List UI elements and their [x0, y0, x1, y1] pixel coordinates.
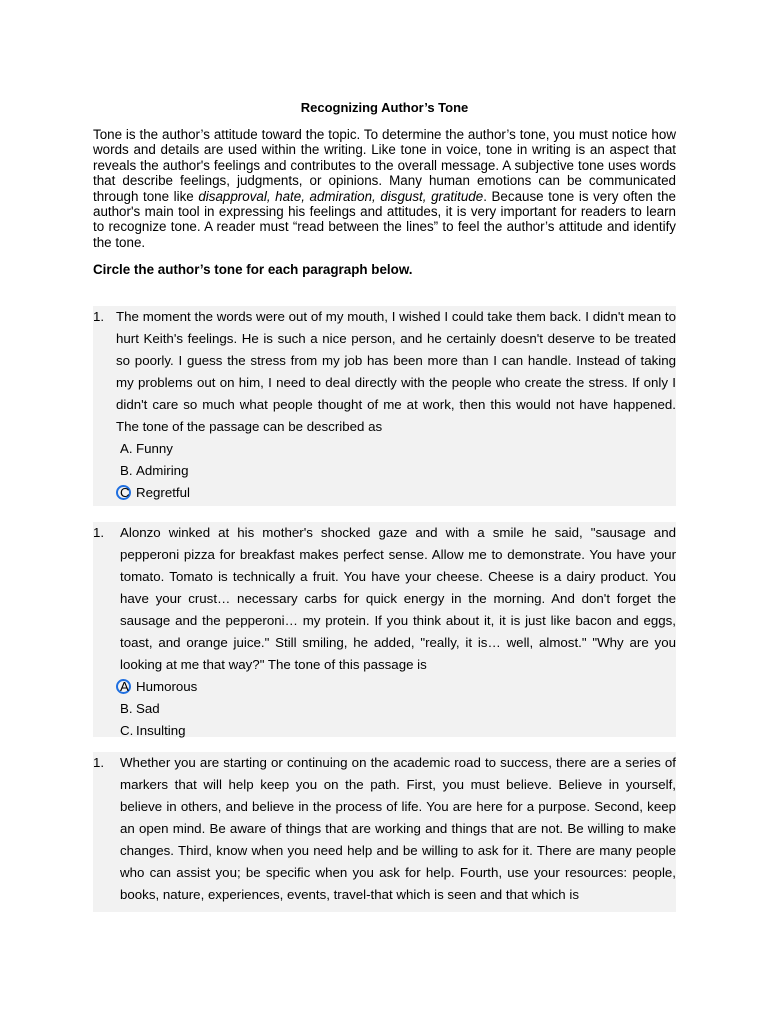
option-text: Admiring — [136, 463, 189, 479]
answer-option-c[interactable] — [120, 720, 676, 742]
intro-text-italic: disapproval, hate, admiration, disgust, gratitude — [198, 188, 484, 204]
answer-option-b[interactable] — [120, 698, 676, 720]
answer-option-a[interactable] — [120, 676, 676, 698]
intro-text-part1: Tone is the author’s attitude toward the topic. To determine the author’s tone, you must notice how words and details are used within the writing. Like tone in voice, tone in writing is an aspect that reveals the author's feelings and contributes to the overall message. A subjective tone uses words that describe feelings, judgments, or opinions. Many human emotions can be communicated through tone like — [93, 127, 676, 204]
option-text: Insulting — [136, 723, 186, 739]
question-text: The moment the words were out of my mouth, I wished I could take them back. I didn't mean to hurt Keith's feelings. He is such a nice person, and he certainly doesn't deserve to be treated so poorly. I guess the stress from my job has been more than I can handle. Instead of taking my problems out on him, I need to deal directly with the people who create the stress. If only I didn't care so much what people thought of me at work, then this would not have happened. The tone of the passage can be described as — [116, 309, 676, 435]
answer-option-b[interactable] — [120, 460, 676, 482]
option-letter: C — [120, 485, 130, 501]
option-letter: A — [120, 679, 129, 695]
option-text: Regretful — [136, 485, 190, 501]
page-title: Recognizing Author’s Tone — [300, 100, 469, 115]
option-letter: A. — [120, 441, 133, 457]
question-number: 1. — [93, 309, 105, 325]
question-number: 1. — [93, 755, 105, 771]
question-text: Whether you are starting or continuing on the academic road to success, there are a series of markers that will help keep you on the path. First, you must believe. Believe in yourself, believe in others, and believe in the process of life. You are here for a purpose. Second, keep an open mind. Be aware of things that are working and things that are not. Be willing to make changes. Third, know when you need help and be willing to ask for it. There are many people who can assist you; be specific when you ask for help. Fourth, use your resources: people, books, nature, experiences, events, travel-that which is seen and that which is — [120, 755, 676, 903]
question-list — [93, 306, 676, 912]
question-item — [93, 306, 676, 506]
question-number: 1. — [93, 525, 105, 541]
document-page — [93, 99, 676, 912]
answer-option-a[interactable] — [120, 438, 676, 460]
intro-paragraph — [93, 127, 676, 250]
instruction-text: Circle the author’s tone for each paragraph below. — [93, 262, 413, 278]
option-text: Sad — [136, 701, 160, 717]
option-letter: C. — [120, 723, 134, 739]
question-item — [93, 522, 676, 737]
intro-text-part2: . Because tone is very often the author's main tool in expressing his feelings and attitudes, it is very important for readers to learn to recognize tone. A reader must “read between the lines” to feel the author’s attitude and identify the tone. — [93, 188, 676, 250]
option-letter: B. — [120, 463, 133, 479]
option-letter: B. — [120, 701, 133, 717]
question-text: Alonzo winked at his mother's shocked gaze and with a smile he said, "sausage and pepperoni pizza for breakfast makes perfect sense. Allow me to demonstrate. You have your tomato. Tomato is technically a fruit. You have your cheese. Cheese is a dairy product. You have your crust… necessary carbs for quick energy in the morning. And don't forget the sausage and the pepperoni… my protein. If you think about it, it is just like bacon and eggs, toast, and orange juice." Still smiling, he added, "really, it is… well, almost." "Why are you looking at me that way?" The tone of this passage is — [120, 525, 676, 673]
option-text: Funny — [136, 441, 173, 457]
question-item — [93, 752, 676, 912]
answer-option-c[interactable] — [120, 482, 676, 504]
option-text: Humorous — [136, 679, 198, 695]
